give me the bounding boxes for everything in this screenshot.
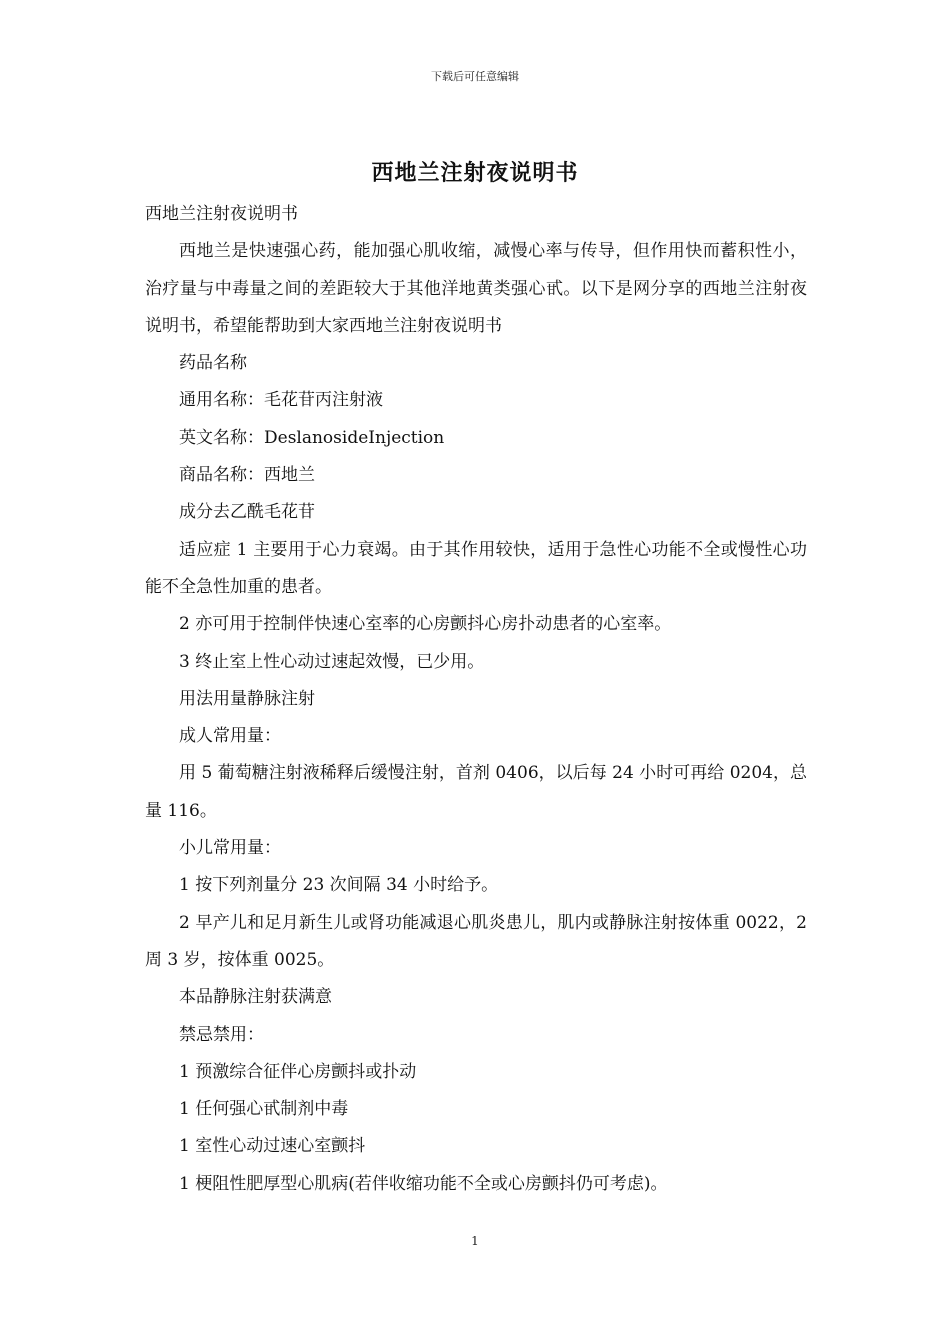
paragraph: 西地兰注射夜说明书: [145, 204, 298, 224]
paragraph: 1 梗阻性肥厚型心肌病(若伴收缩功能不全或心房颤抖仍可考虑)。: [179, 1173, 668, 1194]
paragraph: 适应症 1 主要用于心力衰竭。由于其作用较快，适用于急性心功能不全或慢性心功能不全急性加重的患者。: [145, 539, 807, 597]
paragraph: 小儿常用量：: [179, 838, 281, 859]
paragraph: 西地兰是快速强心药，能加强心肌收缩，减慢心率与传导，但作用快而蓄积性小，治疗量与中毒量之间的差距较大于其他洋地黄类强心甙。以下是网分享的西地兰注射夜说明书，希望能帮助到大家西地兰注射夜说明书: [145, 241, 807, 336]
paragraph: 2 亦可用于控制伴快速心室率的心房颤抖心房扑动患者的心室率。: [179, 614, 672, 635]
document-body: [145, 196, 807, 1203]
header-note: 下载后可任意编辑: [431, 70, 519, 83]
paragraph: 1 按下列剂量分 23 次间隔 34 小时给予。: [179, 875, 499, 896]
page-number: 1: [471, 1234, 479, 1248]
paragraph: 2 早产儿和足月新生儿或肾功能减退心肌炎患儿，肌内或静脉注射按体重 0022，2 周 3 岁，按体重 0025。: [145, 912, 807, 970]
document-title: 西地兰注射夜说明书: [371, 160, 579, 186]
section-heading: 药品名称: [179, 353, 247, 374]
paragraph: 本品静脉注射获满意: [179, 987, 332, 1008]
paragraph: 通用名称：毛花苷丙注射液: [179, 390, 383, 411]
paragraph: 成分去乙酰毛花苷: [179, 502, 315, 523]
section-heading: 用法用量静脉注射: [179, 688, 315, 709]
paragraph: 3 终止室上性心动过速起效慢，已少用。: [179, 651, 485, 672]
paragraph: 成人常用量：: [179, 726, 281, 747]
paragraph: 商品名称：西地兰: [179, 465, 315, 486]
paragraph: 1 预激综合征伴心房颤抖或扑动: [179, 1061, 417, 1082]
paragraph: 1 室性心动过速心室颤抖: [179, 1136, 366, 1157]
section-heading: 禁忌禁用：: [179, 1024, 264, 1045]
paragraph: 英文名称：DeslanosideInjection: [179, 427, 445, 448]
paragraph: 1 任何强心甙制剂中毒: [179, 1099, 349, 1120]
paragraph: 用 5 葡萄糖注射液稀释后缓慢注射，首剂 0406，以后每 24 小时可再给 0204，总量 116。: [145, 763, 807, 821]
